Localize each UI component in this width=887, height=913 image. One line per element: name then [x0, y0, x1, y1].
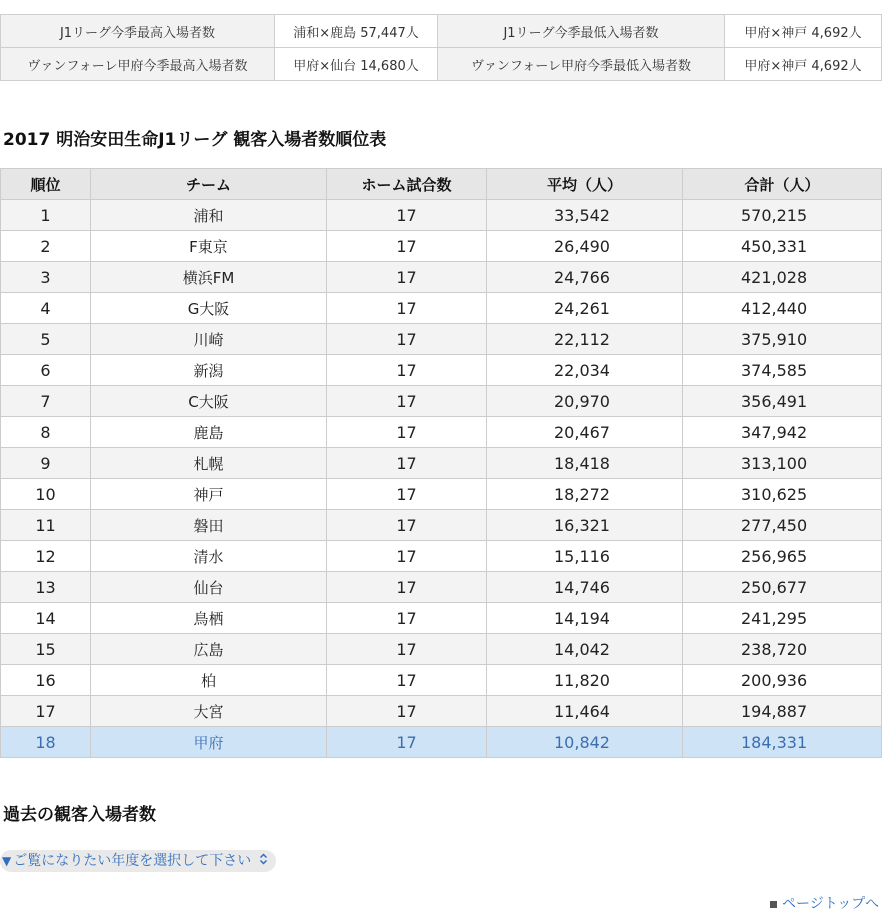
average-cell-value: 14,746	[554, 577, 610, 597]
table-row	[1, 510, 882, 541]
average-cell	[487, 200, 683, 231]
table-row	[1, 231, 882, 262]
rank-cell: 13	[1, 572, 91, 603]
table-row	[1, 293, 882, 324]
average-cell	[487, 572, 683, 603]
rank-cell: 15	[1, 634, 91, 665]
total-cell	[683, 541, 882, 572]
average-cell	[487, 541, 683, 572]
header-rank: 順位	[1, 169, 91, 200]
average-cell-value: 18,418	[554, 453, 610, 473]
average-cell-value: 24,261	[554, 298, 610, 318]
rank-cell: 3	[1, 262, 91, 293]
rank-cell: 17	[1, 696, 91, 727]
rank-cell: 4	[1, 293, 91, 324]
summary-label: ヴァンフォーレ甲府今季最高入場者数	[1, 48, 275, 81]
average-cell	[487, 479, 683, 510]
team-cell: 鳥栖	[91, 603, 327, 634]
team-cell: G大阪	[91, 293, 327, 324]
table-row	[1, 665, 882, 696]
table-header-row	[1, 169, 882, 200]
average-cell	[487, 386, 683, 417]
total-cell	[683, 634, 882, 665]
average-cell	[487, 603, 683, 634]
total-cell-value: 313,100	[741, 453, 808, 473]
team-cell: 川崎	[91, 324, 327, 355]
total-cell-value: 421,028	[741, 267, 808, 287]
home-games-cell: 17	[327, 293, 487, 324]
past-attendance-title: 過去の観客入場者数	[3, 805, 156, 825]
average-cell	[487, 417, 683, 448]
rank-cell: 16	[1, 665, 91, 696]
total-cell	[683, 696, 882, 727]
team-cell: 横浜FM	[91, 262, 327, 293]
summary-label: J1リーグ今季最高入場者数	[1, 15, 275, 48]
total-cell	[683, 386, 882, 417]
total-cell	[683, 293, 882, 324]
total-cell-value: 250,677	[741, 577, 808, 597]
updown-chevron-icon	[259, 850, 268, 872]
average-cell	[487, 665, 683, 696]
summary-label: ヴァンフォーレ甲府今季最低入場者数	[438, 48, 725, 81]
average-cell-value: 22,034	[554, 360, 610, 380]
team-cell: 神戸	[91, 479, 327, 510]
home-games-cell: 17	[327, 541, 487, 572]
total-cell	[683, 324, 882, 355]
average-cell-value: 24,766	[554, 267, 610, 287]
attendance-ranking-table	[0, 168, 882, 758]
total-cell-value: 310,625	[741, 484, 808, 504]
home-games-cell: 17	[327, 572, 487, 603]
average-cell	[487, 696, 683, 727]
home-games-cell: 17	[327, 324, 487, 355]
summary-row	[1, 15, 882, 48]
total-cell	[683, 262, 882, 293]
home-games-cell: 17	[327, 665, 487, 696]
team-cell: F東京	[91, 231, 327, 262]
page-top-link[interactable]	[770, 893, 879, 913]
average-cell	[487, 262, 683, 293]
team-cell: 広島	[91, 634, 327, 665]
average-cell-value: 11,820	[554, 670, 610, 690]
table-row	[1, 324, 882, 355]
team-cell: 浦和	[91, 200, 327, 231]
table-row	[1, 479, 882, 510]
team-cell: 新潟	[91, 355, 327, 386]
team-cell: 磐田	[91, 510, 327, 541]
square-bullet-icon	[770, 901, 777, 908]
total-cell-value: 238,720	[741, 639, 808, 659]
total-cell	[683, 510, 882, 541]
total-cell	[683, 355, 882, 386]
table-row	[1, 603, 882, 634]
average-cell-value: 16,321	[554, 515, 610, 535]
table-row	[1, 355, 882, 386]
home-games-cell: 17	[327, 448, 487, 479]
rank-cell: 5	[1, 324, 91, 355]
average-cell-value: 26,490	[554, 236, 610, 256]
home-games-cell: 17	[327, 727, 487, 758]
rank-cell: 12	[1, 541, 91, 572]
header-home-games: ホーム試合数	[327, 169, 487, 200]
average-cell-value: 20,970	[554, 391, 610, 411]
page-top-label: ページトップへ	[781, 896, 879, 912]
ranking-rows	[1, 200, 882, 758]
home-games-cell: 17	[327, 510, 487, 541]
table-row	[1, 200, 882, 231]
table-row	[1, 696, 882, 727]
total-cell	[683, 200, 882, 231]
average-cell	[487, 448, 683, 479]
home-games-cell: 17	[327, 634, 487, 665]
home-games-cell: 17	[327, 262, 487, 293]
rank-cell: 18	[1, 727, 91, 758]
rank-cell: 8	[1, 417, 91, 448]
table-row	[1, 262, 882, 293]
total-cell	[683, 572, 882, 603]
total-cell-value: 194,887	[741, 701, 808, 721]
home-games-cell: 17	[327, 696, 487, 727]
header-total: 合計（人）	[683, 169, 882, 200]
total-cell	[683, 603, 882, 634]
total-cell-value: 347,942	[741, 422, 808, 442]
total-cell	[683, 231, 882, 262]
total-cell-value: 241,295	[741, 608, 808, 628]
average-cell-value: 14,194	[554, 608, 610, 628]
rank-cell: 10	[1, 479, 91, 510]
home-games-cell: 17	[327, 355, 487, 386]
average-cell-value: 20,467	[554, 422, 610, 442]
home-games-cell: 17	[327, 200, 487, 231]
average-cell	[487, 355, 683, 386]
home-games-cell: 17	[327, 603, 487, 634]
average-cell	[487, 324, 683, 355]
average-cell	[487, 634, 683, 665]
header-team: チーム	[91, 169, 327, 200]
total-cell-value: 375,910	[741, 329, 808, 349]
team-cell: 甲府	[91, 727, 327, 758]
total-cell-value: 374,585	[741, 360, 808, 380]
summary-value: 甲府×神戸 4,692人	[725, 48, 882, 81]
rank-cell: 2	[1, 231, 91, 262]
table-row	[1, 417, 882, 448]
year-select-label: ご覧になりたい年度を選択して下さい	[13, 853, 252, 869]
total-cell-value: 356,491	[741, 391, 808, 411]
total-cell-value: 570,215	[741, 205, 808, 225]
total-cell-value: 450,331	[741, 236, 808, 256]
total-cell-value: 412,440	[741, 298, 808, 318]
rank-cell: 11	[1, 510, 91, 541]
ranking-title: 2017 明治安田生命J1リーグ 観客入場者数順位表	[3, 130, 387, 150]
rank-cell: 1	[1, 200, 91, 231]
summary-table	[0, 14, 882, 81]
total-cell	[683, 448, 882, 479]
team-cell: 柏	[91, 665, 327, 696]
total-cell	[683, 417, 882, 448]
home-games-cell: 17	[327, 417, 487, 448]
header-average: 平均（人）	[487, 169, 683, 200]
total-cell	[683, 479, 882, 510]
average-cell	[487, 293, 683, 324]
team-cell: 清水	[91, 541, 327, 572]
team-cell: 仙台	[91, 572, 327, 603]
total-cell-value: 277,450	[741, 515, 808, 535]
home-games-cell: 17	[327, 386, 487, 417]
average-cell-value: 15,116	[554, 546, 610, 566]
average-cell	[487, 510, 683, 541]
table-row	[1, 541, 882, 572]
team-cell: C大阪	[91, 386, 327, 417]
summary-row	[1, 48, 882, 81]
home-games-cell: 17	[327, 231, 487, 262]
home-games-cell: 17	[327, 479, 487, 510]
rank-cell: 7	[1, 386, 91, 417]
total-cell-value: 184,331	[741, 732, 808, 752]
summary-label: J1リーグ今季最低入場者数	[438, 15, 725, 48]
team-cell: 札幌	[91, 448, 327, 479]
average-cell-value: 33,542	[554, 205, 610, 225]
table-row	[1, 727, 882, 758]
rank-cell: 14	[1, 603, 91, 634]
table-row	[1, 386, 882, 417]
summary-value: 甲府×仙台 14,680人	[275, 48, 438, 81]
summary-value: 浦和×鹿島 57,447人	[275, 15, 438, 48]
rank-cell: 6	[1, 355, 91, 386]
average-cell	[487, 727, 683, 758]
total-cell-value: 256,965	[741, 546, 808, 566]
year-select[interactable]	[0, 850, 276, 872]
rank-cell: 9	[1, 448, 91, 479]
average-cell-value: 10,842	[554, 732, 610, 752]
team-cell: 大宮	[91, 696, 327, 727]
team-cell: 鹿島	[91, 417, 327, 448]
summary-value: 甲府×神戸 4,692人	[725, 15, 882, 48]
average-cell-value: 14,042	[554, 639, 610, 659]
table-row	[1, 634, 882, 665]
average-cell-value: 11,464	[554, 701, 610, 721]
average-cell-value: 22,112	[554, 329, 610, 349]
total-cell	[683, 727, 882, 758]
table-row	[1, 572, 882, 603]
average-cell-value: 18,272	[554, 484, 610, 504]
total-cell	[683, 665, 882, 696]
total-cell-value: 200,936	[741, 670, 808, 690]
average-cell	[487, 231, 683, 262]
table-row	[1, 448, 882, 479]
dropdown-triangle-icon: ▼	[2, 854, 12, 868]
